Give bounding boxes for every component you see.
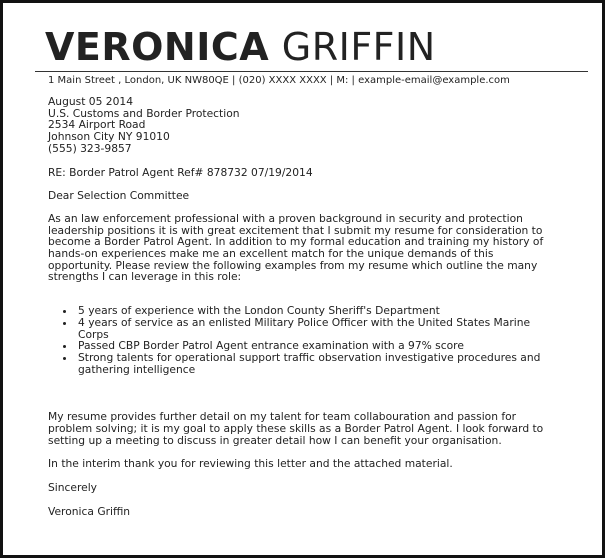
applicant-name xyxy=(45,25,436,69)
letter-date: August 05 2014 xyxy=(48,95,133,108)
recipient-city: Johnson City NY 91010 xyxy=(48,130,170,144)
list-item: • 5 years of experience with the London County Sheriff's Department xyxy=(76,305,558,317)
list-item: • Strong talents for operational support traffic observation investigative procedures and gathering intelligence xyxy=(76,352,558,375)
last-name: GRIFFIN xyxy=(281,25,436,69)
letter-content xyxy=(3,3,602,555)
header-divider xyxy=(35,71,588,72)
highlights-list xyxy=(48,305,558,375)
recipient-phone: (555) 323-9857 xyxy=(48,141,132,155)
recipient-organization: U.S. Customs and Border Protection xyxy=(48,106,240,120)
salutation: Dear Selection Committee xyxy=(48,189,190,203)
recipient-street: 2534 Airport Road xyxy=(48,118,146,132)
signature-name: Veronica Griffin xyxy=(48,504,131,518)
letter-body xyxy=(48,96,558,518)
thanks-line: In the interim thank you for reviewing this letter and the attached material. xyxy=(48,457,453,471)
intro-paragraph: As an law enforcement professional with a proven background in security and protection leadership positions it is with great excitement that I submit my resume for consideration to become a Border Patrol Agent. In addition to my formal education and training my history of hands-on experiences make me an excellent match for the unique demands of this opportunity. Please review the following examples from my resume which outline the many strengths I can leverage in this role: xyxy=(48,211,544,284)
list-item: • Passed CBP Border Patrol Agent entrance examination with a 97% score xyxy=(76,340,558,352)
recipient-block xyxy=(48,96,558,155)
closing-paragraph: My resume provides further detail on my talent for team collabouration and passion for problem solving; it is my goal to apply these skills as a Border Patrol Agent. I look forward to setting up a meeting to discuss in greater detail how I can benefit your organisation. xyxy=(48,410,544,447)
contact-line: 1 Main Street , London, UK NW80QE | (020) XXXX XXXX | M: | example-email@example.com xyxy=(48,75,510,86)
subject-line: RE: Border Patrol Agent Ref# 878732 07/19/2014 xyxy=(48,165,313,179)
signoff: Sincerely xyxy=(48,481,98,495)
list-item: • 4 years of service as an enlisted Military Police Officer with the United States Marine Corps xyxy=(76,317,558,340)
first-name: VERONICA xyxy=(45,25,270,69)
